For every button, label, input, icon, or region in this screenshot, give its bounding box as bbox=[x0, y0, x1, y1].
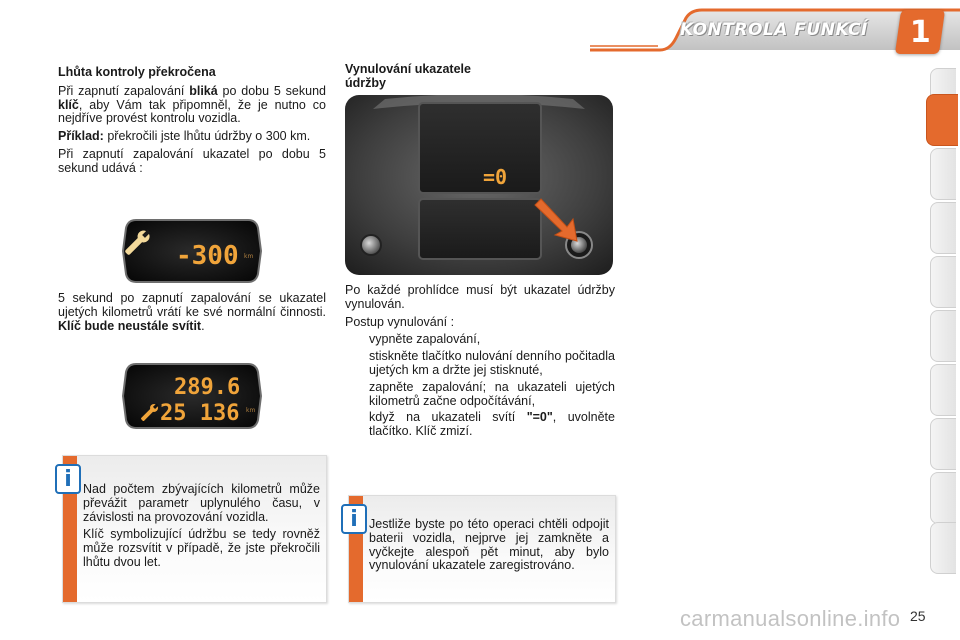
list-item bbox=[345, 333, 615, 347]
info-paragraph: Nad počtem zbývajících kilometrů může převážit parametr uplynulého času, v závislosti na provozování vozidla. bbox=[83, 482, 320, 524]
paragraph-normal-operation: 5 sekund po zapnutí zapalování se ukazatel ujetých kilometrů vrátí ke své normální činnosti. Klíč bude neustále svítit. bbox=[58, 291, 326, 333]
paragraph-blink: Při zapnutí zapalování bliká po dobu 5 sekund klíč, aby Vám tak připomněl, že je nutno co nejdříve provést kontrolu vozidla. bbox=[58, 83, 326, 126]
watermark: carmanualsonline.info bbox=[680, 606, 901, 631]
chapter-tab[interactable] bbox=[930, 418, 956, 470]
chapter-badge[interactable] bbox=[895, 10, 945, 54]
list-item bbox=[345, 381, 615, 409]
display-minus-300-image bbox=[122, 218, 262, 284]
display-odometer-image bbox=[122, 362, 262, 430]
chapter-tab[interactable] bbox=[930, 202, 956, 254]
left-button-icon bbox=[361, 235, 381, 255]
display-trip-value: 289.6 bbox=[174, 375, 241, 400]
section-heading-overdue: Lhůta kontroly překročena bbox=[58, 65, 216, 79]
display-odo-unit: km bbox=[246, 407, 256, 414]
paragraph-procedure-intro: Postup vynulování : bbox=[345, 314, 455, 329]
paragraph-reset-required: Po každé prohlídce musí být ukazatel údržby vynulován. bbox=[345, 283, 615, 311]
list-item bbox=[345, 350, 615, 378]
display-total-value: 25 136 bbox=[160, 401, 240, 426]
info-icon: i bbox=[341, 504, 367, 534]
info-box-content bbox=[83, 483, 320, 574]
step-text: vypněte zapalování, bbox=[369, 332, 481, 347]
display-300-value: -300 bbox=[176, 241, 239, 271]
info-paragraph: Klíč symbolizující údržbu se tedy rovněž může rozsvítit v případě, že jste překročili lhůtu dvou let. bbox=[83, 527, 320, 569]
step-text: stiskněte tlačítko nulování denního počitadla ujetých km a držte jej stisknuté, bbox=[369, 349, 615, 377]
chapter-tab[interactable] bbox=[930, 310, 956, 362]
panel-display-value: =0 bbox=[483, 165, 508, 189]
page-number: 25 bbox=[910, 608, 926, 624]
paragraph-example: Příklad: překročili jste lhůtu údržby o 300 km. bbox=[58, 129, 311, 144]
list-item bbox=[345, 411, 615, 439]
chapter-number: 1 bbox=[909, 14, 931, 50]
chapter-tab-active[interactable] bbox=[926, 94, 958, 146]
section-heading-reset: Vynulování ukazatele údržby bbox=[345, 62, 471, 90]
chapter-tabs bbox=[928, 68, 958, 574]
left-column bbox=[58, 66, 326, 180]
step-text: když na ukazateli svítí "=0", uvolněte tlačítko. Klíč zmizí. bbox=[369, 410, 615, 439]
info-icon: i bbox=[55, 464, 81, 494]
page-title: KONTROLA FUNKCÍ bbox=[680, 20, 868, 40]
chapter-tab[interactable] bbox=[930, 364, 956, 416]
chapter-tab[interactable] bbox=[930, 472, 956, 524]
step-text: zapněte zapalování; na ukazateli ujetých kilometrů začne odpočítávání, bbox=[369, 379, 615, 408]
reset-procedure bbox=[345, 284, 615, 442]
chapter-tab[interactable] bbox=[930, 522, 956, 574]
chapter-tab[interactable] bbox=[930, 256, 956, 308]
info-box-battery bbox=[348, 495, 616, 603]
instrument-panel-image bbox=[345, 95, 613, 275]
info-box-content bbox=[369, 518, 609, 577]
procedure-steps bbox=[345, 333, 615, 439]
chapter-tab[interactable] bbox=[930, 148, 956, 200]
display-300-unit: km bbox=[244, 253, 254, 260]
info-paragraph: Jestliže byste po této operaci chtěli odpojit baterii vozidla, nejprve jej zamkněte a vyčkejte alespoň pět minut, aby bylo vynulování ukazatele zaregistrováno. bbox=[369, 517, 609, 573]
paragraph-display-info: Při zapnutí zapalování ukazatel po dobu 5 sekund udává : bbox=[58, 146, 326, 175]
info-box-time-limit bbox=[62, 455, 327, 603]
right-column bbox=[345, 63, 615, 96]
